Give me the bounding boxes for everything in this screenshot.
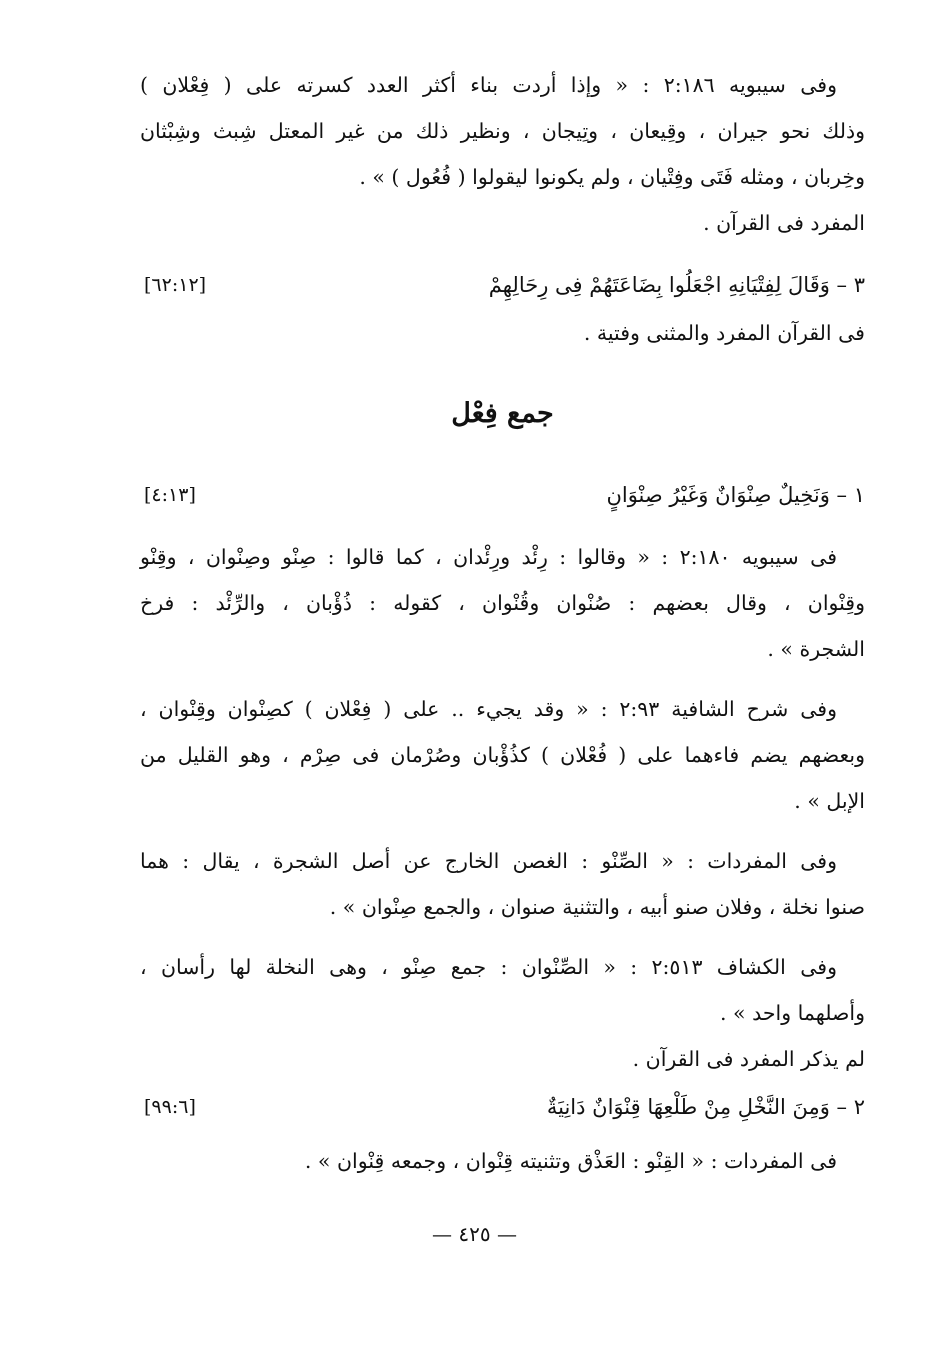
text-line: وفى المفردات : « الصِّنْو : الغصن الخارج عن أصل الشجرة ، يقال : هما [140,849,837,873]
verse-reference: [٩٩:٦] [144,1096,196,1118]
quran-verse-2 [140,1082,865,1132]
text-line: وذلك نحو جيران ، وقِيعان ، وتِيجان ، ونظير ذلك من غير المعتل شِبث وشِبْثان [140,119,865,143]
text-line: الإبل » . [794,789,865,813]
verse-text: ٣ – وَقَالَ لِفِتْيَانِهِ اجْعَلُوا بِضَاعَتَهُمْ فِى رِحَالِهِمْ [488,273,865,297]
text-line: وفى الكشاف ٢:٥١٣ : « الصِّنْوان : جمع صِنْو ، وهى النخلة لها رأسان ، [140,955,837,979]
text-line: فى سيبويه ٢:١٨٠ : « وقالوا : رِئْد ورِئْدان ، كما قالوا : صِنْو وصِنْوان ، وقِنْو [140,545,837,569]
text-line: وفى شرح الشافية ٢:٩٣ : « وقد يجيء .. على ( فِعْلان ) كصِنْوان وقِنْوان ، [140,697,837,721]
text-line: وفى سيبويه ٢:١٨٦ : « وإذا أردت بناء أكثر العدد كسرته على ( فِعْلان ) [140,73,838,97]
text-line: وأصلهما واحد » . [720,1001,865,1025]
text-line: المفرد فى القرآن . [703,211,865,235]
text-line: فى المفردات : « القِنْو : العَذْق وتثنيته قِنْوان ، وجمعه قِنْوان » . [304,1149,837,1173]
text-line: وخِربان ، ومثله فَتَى وفِتْيان ، ولم يكونوا ليقولوا ( فُعُول ) » . [359,165,865,189]
paragraph-sibawayh-180 [140,534,865,672]
quran-verse-1 [140,470,865,520]
verse-text: ١ – وَنَخِيلٌ صِنْوَانٌ وَغَيْرُ صِنْوَانٍ [606,483,865,507]
verse-reference: [٤:١٣] [144,484,196,506]
paragraph-mufradat [140,838,865,930]
page-body [140,62,865,1184]
section-heading: جمع فِعْل [451,398,554,429]
paragraph-sibawayh-186 [140,62,865,246]
text-line: الشجرة » . [767,637,865,661]
text-line: لم يذكر المفرد فى القرآن . [632,1047,865,1071]
text-line: وبعضهم يضم فاءهما على ( فُعْلان ) كذُؤْبان وصُرْمان فى صِرْم ، وهو القليل من [140,743,865,767]
verse-text: ٢ – وَمِنَ النَّخْلِ مِنْ طَلْعِهَا قِنْوَانٌ دَانِيَةٌ [546,1095,865,1119]
verse-reference: [٦٢:١٢] [144,274,207,296]
paragraph-shafiya [140,686,865,824]
paragraph-kashshaf [140,944,865,1082]
quran-verse-3 [140,260,865,310]
text-line: صنوا نخلة ، وفلان صنو أبيه ، والتثنية صنوان ، والجمع صِنْوان » . [329,895,865,919]
page-number: — ٤٢٥ — [432,1222,517,1246]
text-line: وقِنْوان ، وقال بعضهم : صُنْوان وقُنْوان ، كقوله : ذُؤْبان ، والرِّئْد : فرخ [140,591,865,615]
text-line: فى القرآن المفرد والمثنى وفتية . [583,321,865,345]
